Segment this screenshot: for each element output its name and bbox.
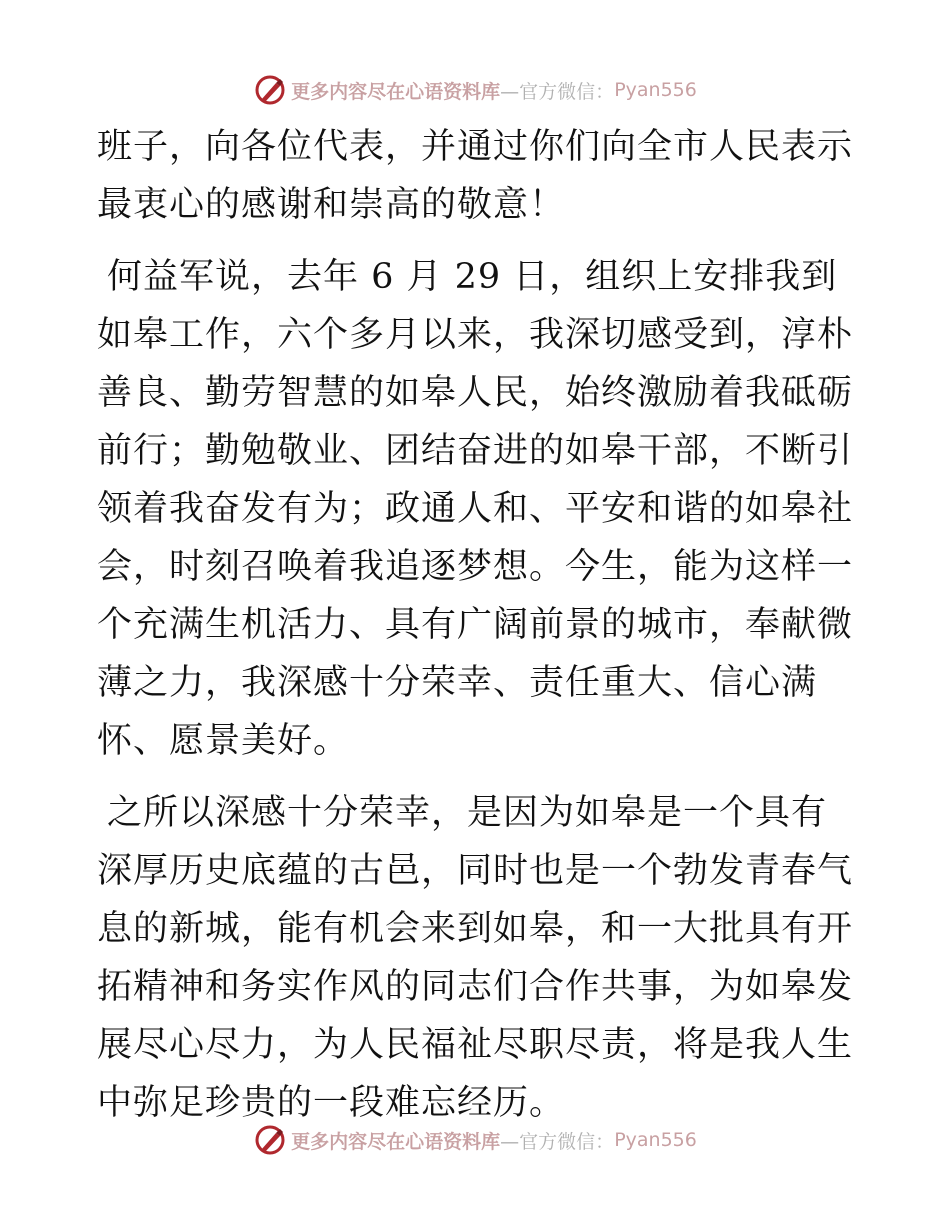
paragraph-3: 之所以深感十分荣幸，是因为如皋是一个具有深厚历史底蕴的古邑，同时也是一个勃发青春气息的新城，能有机会来到如皋，和一大批具有开拓精神和务实作风的同志们合作共事，为如皋发展尽心尽力，为人民福祉尽职尽责，将是我人生中弥足珍贵的一段难忘经历。 <box>97 793 854 1123</box>
footer-contact-prefix: —官方微信： <box>500 1130 615 1153</box>
footer-wechat-id: Pyan556 <box>614 1129 697 1151</box>
header-brand-text: 更多内容尽在心语资料库 <box>291 80 501 103</box>
header-wechat-id: Pyan556 <box>614 79 697 101</box>
paragraph-1: 班子，向各位代表，并通过你们向全市人民表示最衷心的感谢和崇高的敬意！ <box>97 127 854 225</box>
paragraph-2: 何益军说，去年 6 月 29 日，组织上安排我到如皋工作，六个多月以来，我深切感受到，淳朴善良、勤劳智慧的如皋人民，始终激励着我砥砺前行；勤勉敬业、团结奋进的如皋干部，不断引领着我奋发有为；政通人和、平安和谐的如皋社会，时刻召唤着我追逐梦想。今生，能为这样一个充满生机活力、具有广阔前景的城市，奉献微薄之力，我深感十分荣幸、责任重大、信心满怀、愿景美好。 <box>97 257 854 761</box>
pen-logo-icon <box>253 73 287 107</box>
header-watermark <box>0 70 950 110</box>
header-contact-prefix: —官方微信： <box>500 80 615 103</box>
footer-brand-text: 更多内容尽在心语资料库 <box>291 1130 501 1153</box>
document-body <box>97 118 857 1132</box>
pen-logo-icon <box>253 1123 287 1157</box>
footer-watermark <box>0 1120 950 1160</box>
